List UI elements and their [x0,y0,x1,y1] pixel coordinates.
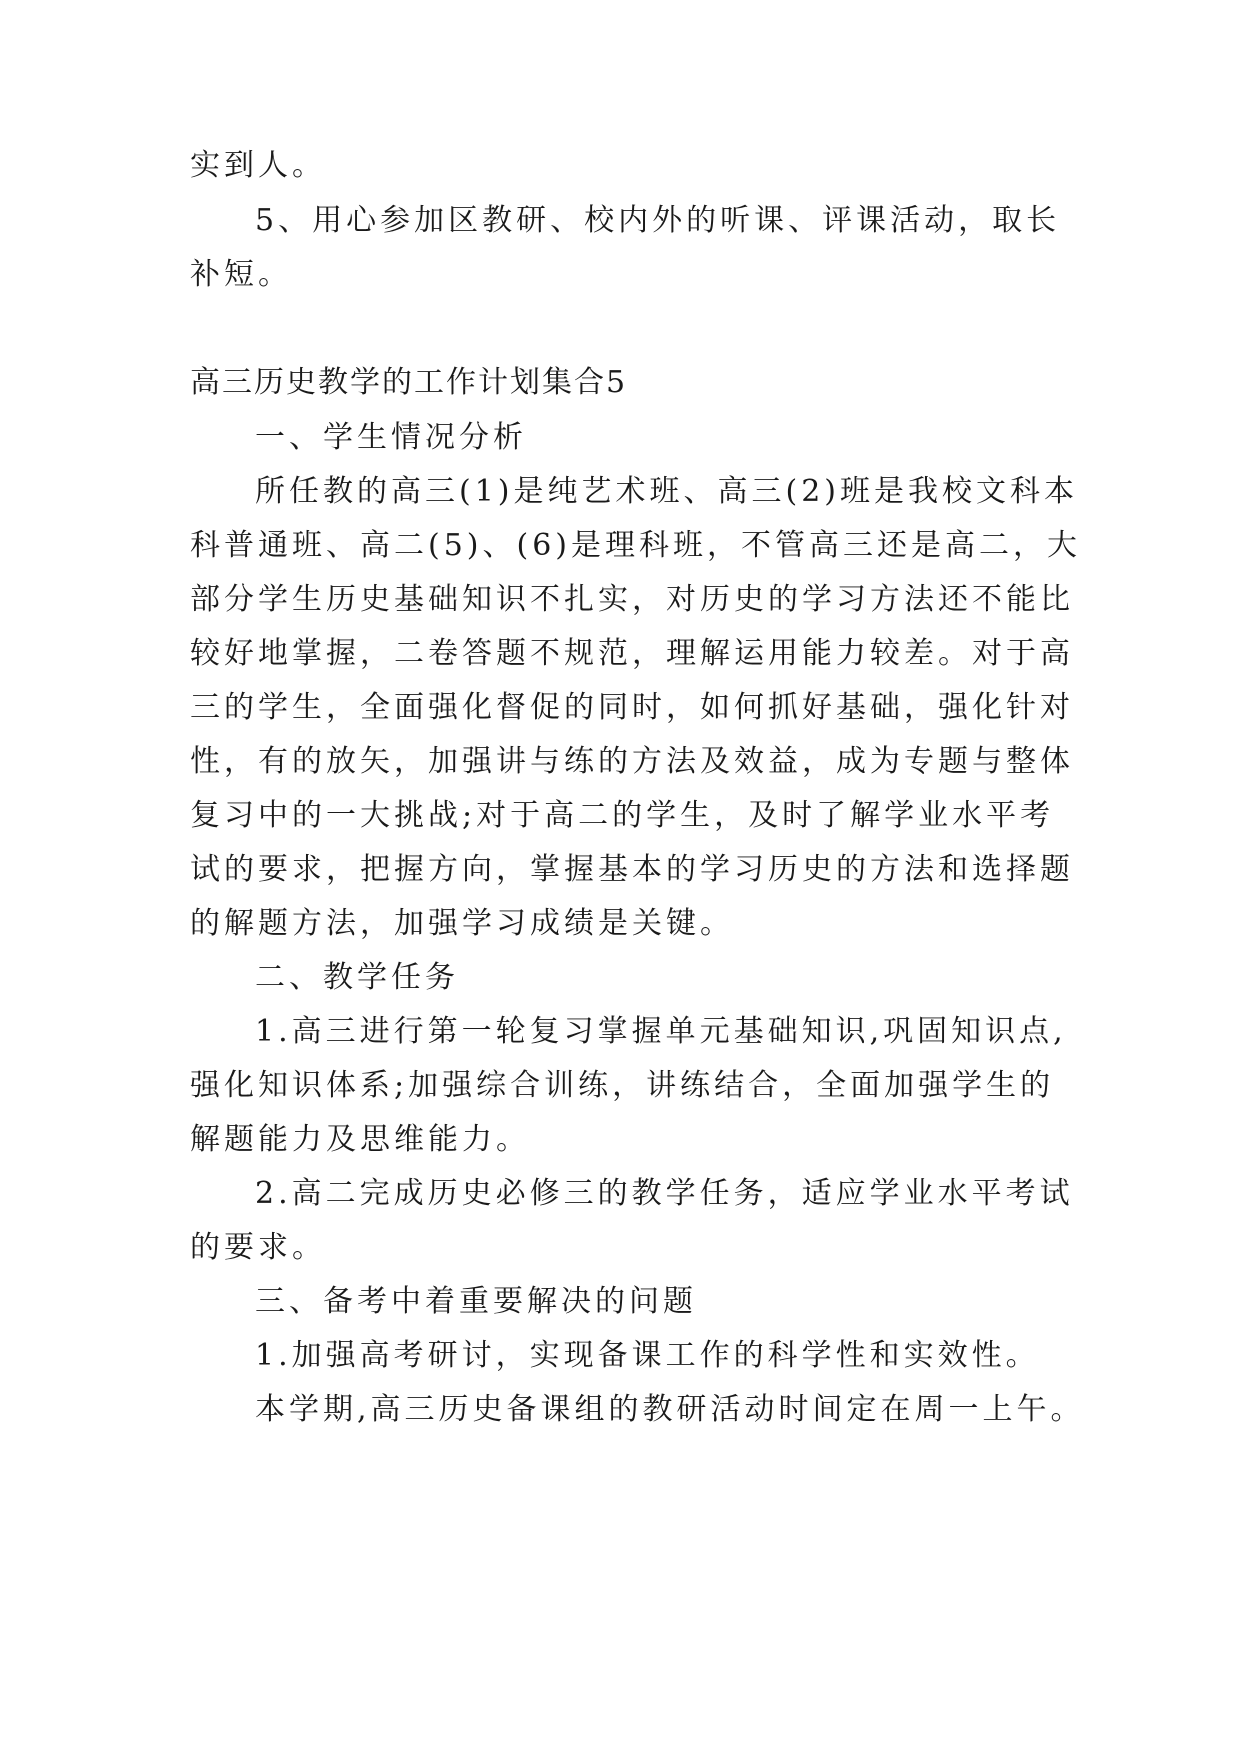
text-line: 解题能力及思维能力。 [190,1122,530,1157]
text-line: 三的学生，全面强化督促的同时，如何抓好基础，强化针对 [190,690,1074,725]
section-heading: 二、教学任务 [255,960,459,995]
section-title: 高三历史教学的工作计划集合5 [190,365,628,400]
section-heading: 三、备考中着重要解决的问题 [255,1284,697,1319]
text-line: 的要求。 [190,1230,326,1265]
text-line: 部分学生历史基础知识不扎实，对历史的学习方法还不能比 [190,582,1074,617]
text-line: 试的要求，把握方向，掌握基本的学习历史的方法和选择题 [190,852,1074,887]
text-line: 的解题方法，加强学习成绩是关键。 [190,906,734,941]
text-line: 1.加强高考研讨，实现备课工作的科学性和实效性。 [255,1338,1040,1373]
text-line: 本学期,高三历史备课组的教研活动时间定在周一上午。 [255,1392,1085,1427]
text-line: 所任教的高三(1)是纯艺术班、高三(2)班是我校文科本 [255,474,1078,509]
text-line: 5、用心参加区教研、校内外的听课、评课活动，取长 [255,203,1061,238]
text-line: 复习中的一大挑战;对于高二的学生，及时了解学业水平考 [190,798,1055,833]
section-heading: 一、学生情况分析 [255,420,527,455]
text-line: 强化知识体系;加强综合训练，讲练结合，全面加强学生的 [190,1068,1055,1103]
text-line: 2.高二完成历史必修三的教学任务，适应学业水平考试 [255,1176,1074,1211]
text-line: 1.高三进行第一轮复习掌握单元基础知识,巩固知识点, [255,1014,1067,1049]
text-line: 较好地掌握，二卷答题不规范，理解运用能力较差。对于高 [190,636,1074,671]
text-line: 性，有的放矢，加强讲与练的方法及效益，成为专题与整体 [190,744,1074,779]
text-line: 补短。 [190,257,292,292]
text-line: 科普通班、高二(5)、(6)是理科班，不管高三还是高二，大 [190,528,1081,563]
text-line: 实到人。 [190,148,326,183]
